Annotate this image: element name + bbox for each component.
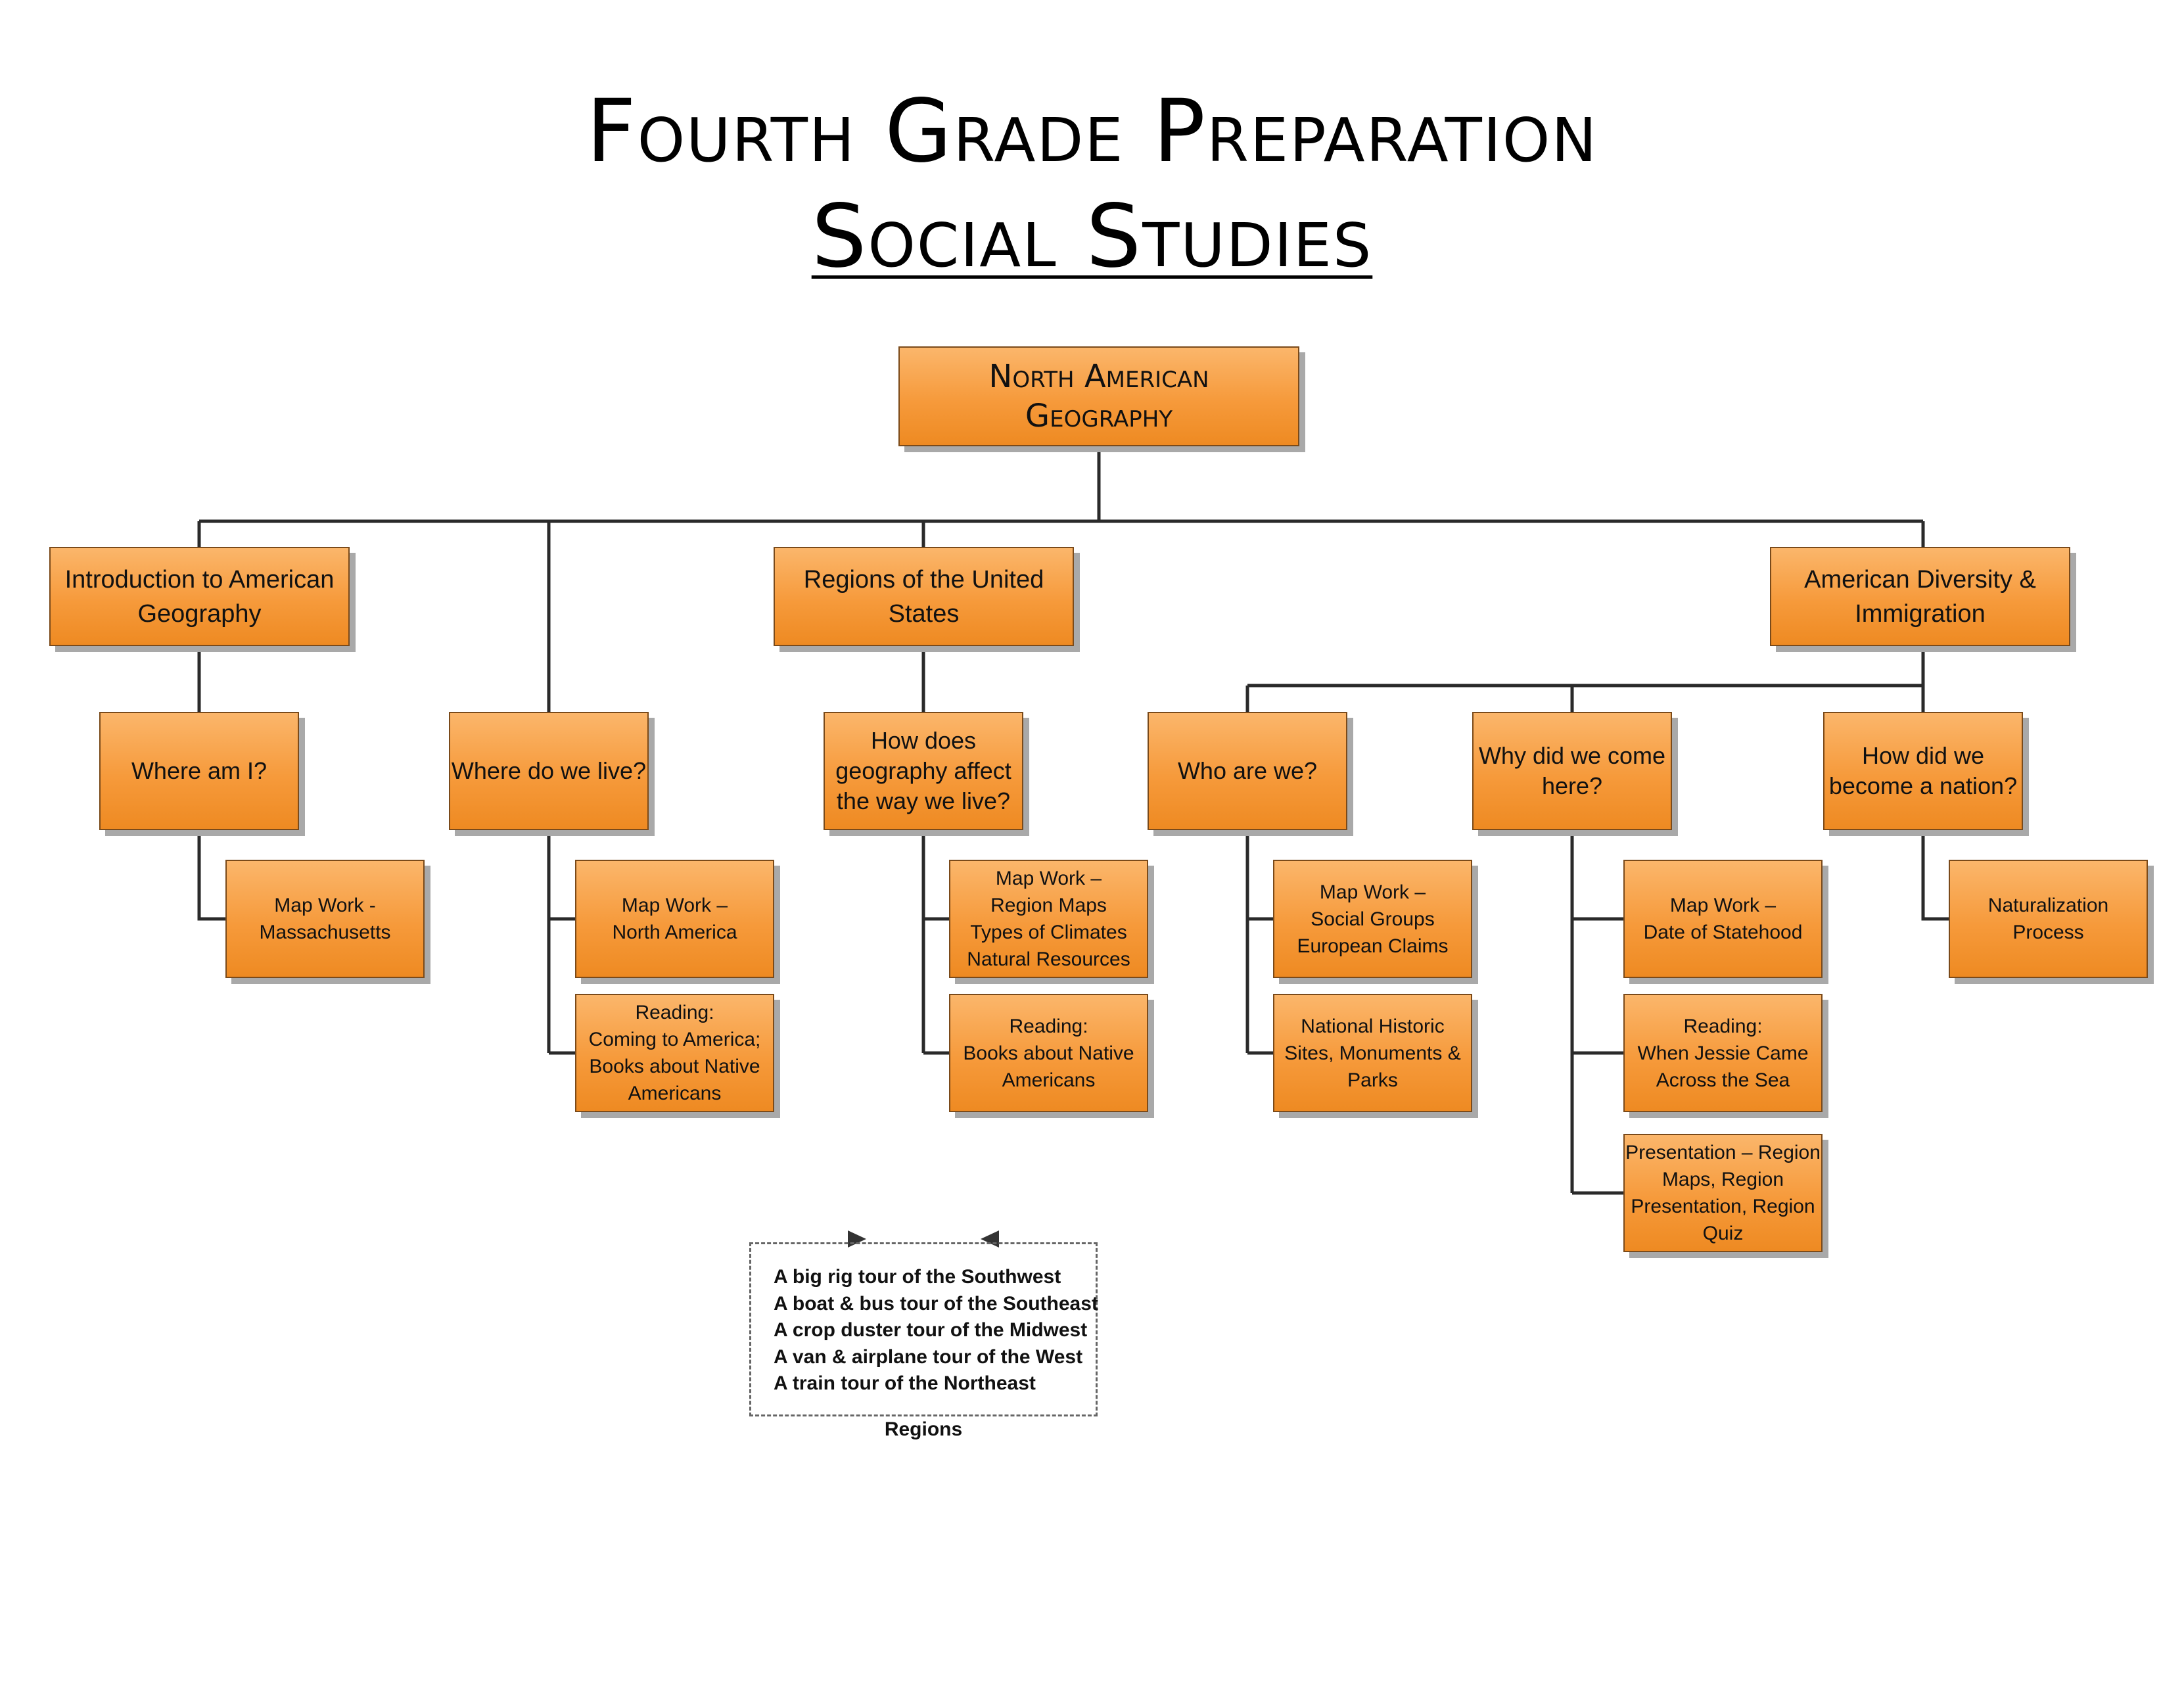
connector-diversity-children xyxy=(1247,646,1923,712)
regions-list-item: A crop duster tour of the Midwest xyxy=(774,1319,1088,1341)
node-how-does-geography-affect[interactable]: How does geography affect the way we live? xyxy=(824,712,1023,830)
node-reading-books-native-americans[interactable]: Reading: Books about Native Americans xyxy=(949,994,1148,1112)
connector-nation-branch xyxy=(1923,830,1949,919)
node-naturalization-process[interactable]: Naturalization Process xyxy=(1949,860,2148,978)
node-map-work-date-of-statehood[interactable]: Map Work – Date of Statehood xyxy=(1623,860,1823,978)
node-map-work-massachusetts[interactable]: Map Work - Massachusetts xyxy=(225,860,425,978)
regions-list-item: A big rig tour of the Southwest xyxy=(774,1266,1061,1288)
regions-list-item: A train tour of the Northeast xyxy=(774,1372,1036,1394)
node-map-work-north-america[interactable]: Map Work – North America xyxy=(575,860,774,978)
node-who-are-we[interactable]: Who are we? xyxy=(1148,712,1347,830)
node-introduction-to-american-geography[interactable]: Introduction to American Geography xyxy=(49,547,350,646)
node-national-historic-sites[interactable]: National Historic Sites, Monuments & Parks xyxy=(1273,994,1472,1112)
node-where-am-i[interactable]: Where am I? xyxy=(99,712,299,830)
node-reading-when-jessie-came[interactable]: Reading: When Jessie Came Across the Sea xyxy=(1623,994,1823,1112)
regions-list-item: A boat & bus tour of the Southeast xyxy=(774,1292,1098,1315)
node-how-did-we-become-a-nation[interactable]: How did we become a nation? xyxy=(1823,712,2023,830)
subtitle-text: Social Studies xyxy=(811,186,1373,287)
page-title: Fourth Grade Preparation xyxy=(586,81,1598,182)
connector-how-geo-branch xyxy=(923,830,949,1053)
node-map-work-region-maps[interactable]: Map Work – Region Maps Types of Climates Natural Resources xyxy=(949,860,1148,978)
node-north-american-geography[interactable]: North American Geography xyxy=(898,346,1299,446)
node-regions-of-the-united-states[interactable]: Regions of the United States xyxy=(774,547,1074,646)
regions-caption: Regions xyxy=(884,1418,963,1440)
node-american-diversity-immigration[interactable]: American Diversity & Immigration xyxy=(1770,547,2070,646)
node-why-did-we-come-here[interactable]: Why did we come here? xyxy=(1472,712,1672,830)
connector-where-live-branch xyxy=(549,830,575,1053)
connector-where-am-i-branch xyxy=(199,830,225,919)
node-map-work-social-groups[interactable]: Map Work – Social Groups European Claims xyxy=(1273,860,1472,978)
regions-callout xyxy=(749,1242,1098,1416)
node-reading-coming-to-america[interactable]: Reading: Coming to America; Books about Native Americans xyxy=(575,994,774,1112)
regions-list-item: A van & airplane tour of the West xyxy=(774,1345,1083,1368)
node-where-do-we-live[interactable]: Where do we live? xyxy=(449,712,649,830)
connector-why-branch xyxy=(1572,830,1623,1193)
regions-list xyxy=(774,1264,1096,1397)
connector-who-branch xyxy=(1247,830,1273,1053)
node-presentation-region-maps[interactable]: Presentation – Region Maps, Region Presentation, Region Quiz xyxy=(1623,1134,1823,1252)
